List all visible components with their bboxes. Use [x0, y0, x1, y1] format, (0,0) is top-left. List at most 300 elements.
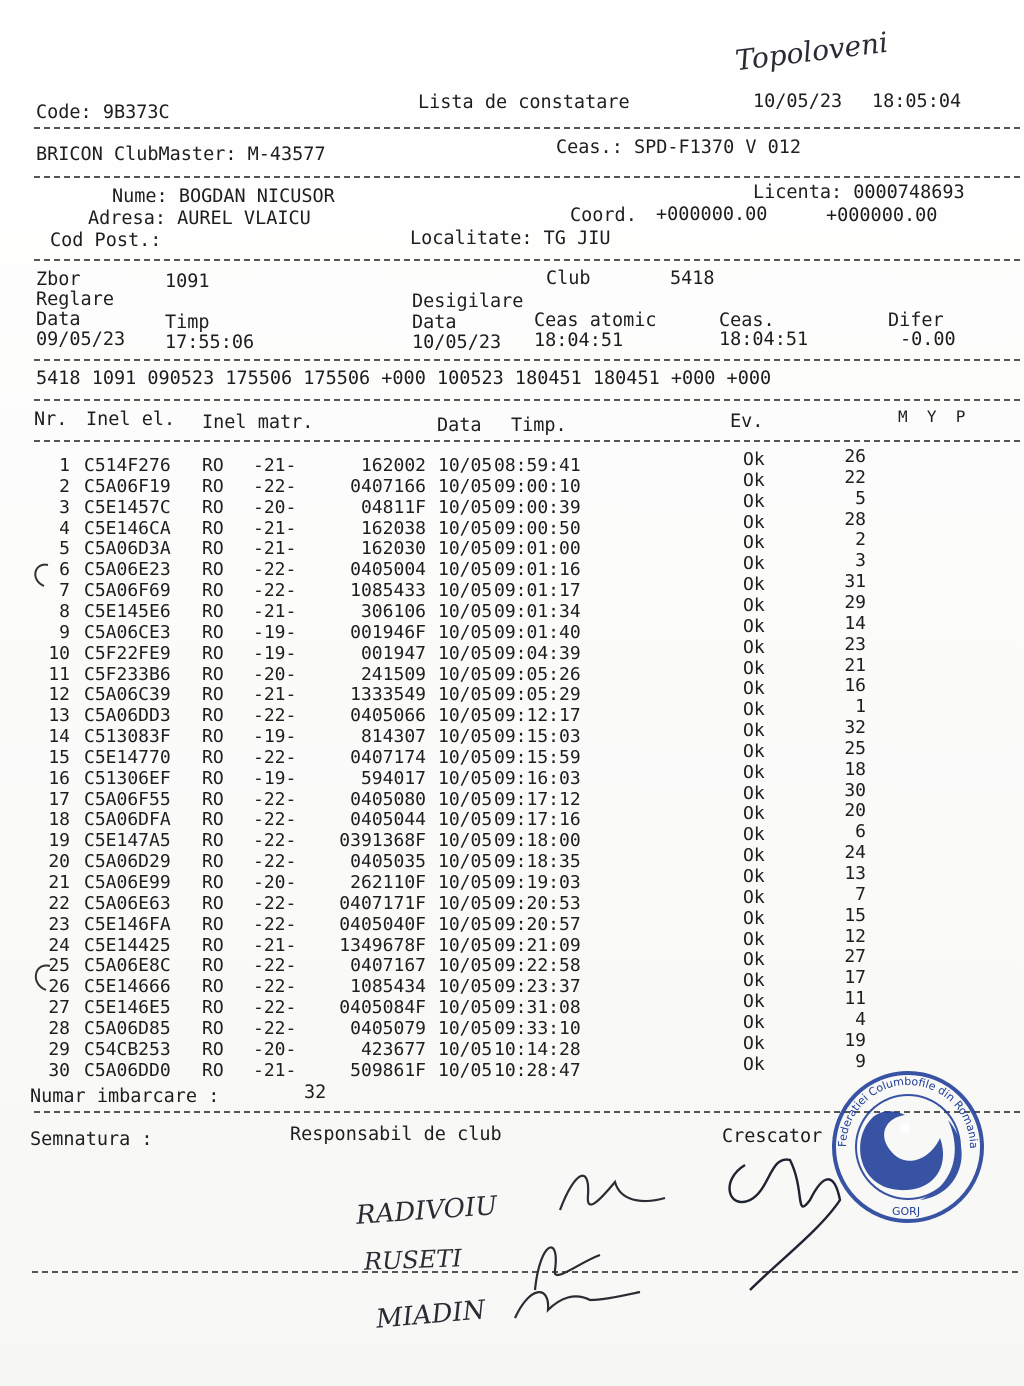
country-code: RO — [202, 830, 224, 852]
arrival-date: 10/05 — [438, 455, 493, 476]
country-code: RO — [202, 809, 224, 831]
electronic-ring: C5A06DD0 — [84, 1059, 171, 1081]
arrival-date: 10/05 — [438, 892, 493, 914]
ring-year: -22- — [253, 851, 297, 873]
row-number: 15 — [48, 746, 70, 768]
event-status: Ok — [743, 469, 765, 491]
ring-number: 162002 — [360, 455, 426, 476]
arrival-date: 10/05 — [438, 809, 493, 831]
electronic-ring: C5A06E8C — [84, 955, 171, 977]
arrival-date: 10/05 — [438, 976, 493, 998]
country-code: RO — [202, 475, 224, 497]
breeder-signature — [730, 1160, 840, 1290]
country-code: RO — [202, 517, 224, 539]
country-code: RO — [202, 955, 224, 977]
arrival-time: 08:59:41 — [494, 455, 581, 476]
ring-year: -21- — [253, 600, 297, 622]
col-inel-matr: Inel matr. — [202, 412, 314, 433]
ring-year: -19- — [253, 621, 297, 643]
ring-year: -21- — [253, 455, 297, 476]
row-number: 3 — [59, 496, 70, 518]
event-status: Ok — [743, 866, 765, 887]
ring-year: -22- — [253, 705, 297, 727]
postal-code-label: Cod Post.: — [50, 230, 162, 251]
position: 14 — [844, 612, 866, 634]
country-code: RO — [202, 872, 224, 893]
arrival-time: 09:18:35 — [494, 851, 581, 873]
row-number: 18 — [48, 809, 70, 831]
ring-number: 423677 — [360, 1038, 426, 1060]
country-code: RO — [202, 663, 224, 685]
electronic-ring: C5E1457C — [84, 496, 171, 518]
position: 4 — [855, 1008, 866, 1030]
event-status: Ok — [743, 824, 765, 846]
event-status: Ok — [743, 782, 765, 804]
arrival-time: 09:20:57 — [494, 913, 581, 935]
position: 22 — [844, 466, 866, 488]
signature-stroke-1 — [560, 1176, 665, 1210]
ring-number: 162030 — [360, 538, 426, 560]
arrival-date: 10/05 — [438, 684, 493, 706]
country-code: RO — [202, 455, 224, 476]
arrival-time: 09:16:03 — [494, 767, 581, 789]
electronic-ring: C5E145E6 — [84, 600, 171, 622]
margin-mark — [36, 966, 50, 990]
arrival-time: 09:12:17 — [494, 705, 581, 727]
arrival-date: 10/05 — [438, 851, 493, 873]
arrival-date: 10/05 — [438, 496, 493, 518]
signature-stroke-2 — [535, 1247, 600, 1290]
signature-label: Semnatura : — [30, 1129, 153, 1150]
arrival-time: 09:00:50 — [494, 517, 581, 539]
row-number: 9 — [59, 621, 70, 643]
event-status: Ok — [743, 740, 765, 762]
electronic-ring: C5F233B6 — [84, 663, 171, 685]
arrival-date: 10/05 — [438, 746, 493, 768]
arrival-date: 10/05 — [438, 1038, 493, 1060]
col-data: Data — [437, 415, 482, 436]
position: 19 — [844, 1029, 866, 1051]
ring-number: 0407171F — [339, 892, 426, 914]
breeder-label: Crescator — [722, 1126, 823, 1147]
ring-number: 0405035 — [350, 851, 426, 873]
row-number: 12 — [48, 684, 70, 706]
country-code: RO — [202, 997, 224, 1019]
ring-year: -22- — [253, 580, 297, 602]
position: 30 — [844, 779, 866, 801]
ring-number: 1085434 — [350, 976, 426, 998]
license-number: Licenta: 0000748693 — [753, 182, 965, 203]
country-code: RO — [202, 580, 224, 602]
country-code: RO — [202, 496, 224, 518]
position: 17 — [844, 967, 866, 989]
position: 16 — [844, 675, 866, 697]
stamp-bottom-text: GORJ — [892, 1205, 921, 1218]
position: 12 — [844, 925, 866, 947]
position: 28 — [844, 508, 866, 530]
difference-label: Difer — [888, 310, 944, 331]
arrival-date: 10/05 — [438, 997, 493, 1019]
arrival-time: 09:22:58 — [494, 955, 581, 977]
event-status: Ok — [743, 1032, 765, 1054]
arrival-date: 10/05 — [438, 726, 493, 748]
arrival-time: 09:20:53 — [494, 892, 581, 914]
row-number: 10 — [48, 642, 70, 664]
event-status: Ok — [743, 991, 765, 1013]
ring-year: -22- — [253, 913, 297, 935]
reglare-date-label: Data — [36, 309, 81, 330]
electronic-ring: C5E14770 — [84, 746, 171, 768]
arrival-date: 10/05 — [438, 475, 493, 497]
arrival-time: 10:28:47 — [494, 1059, 581, 1081]
position: 15 — [844, 904, 866, 926]
position: 18 — [844, 758, 866, 780]
arrival-date: 10/05 — [438, 705, 493, 727]
col-myp: M Y P — [898, 407, 966, 426]
event-status: Ok — [743, 970, 765, 992]
position: 2 — [855, 529, 866, 551]
event-status: Ok — [743, 720, 765, 742]
ring-number: 814307 — [360, 726, 426, 748]
ring-year: -22- — [253, 997, 297, 1019]
arrival-time: 09:18:00 — [494, 830, 581, 852]
country-code: RO — [202, 538, 224, 560]
electronic-ring: C5A06D29 — [84, 851, 171, 873]
position: 9 — [855, 1050, 866, 1072]
arrival-date: 10/05 — [438, 663, 493, 685]
arrival-date: 10/05 — [438, 1059, 493, 1081]
boarding-count: 32 — [304, 1082, 327, 1103]
position: 25 — [844, 737, 866, 759]
row-number: 22 — [48, 892, 70, 914]
ring-number: 0405066 — [350, 705, 426, 727]
electronic-ring: C51306EF — [84, 767, 171, 789]
electronic-ring: C5E146CA — [84, 517, 171, 539]
electronic-ring: C5A06D3A — [84, 538, 171, 560]
row-number: 21 — [48, 872, 70, 893]
ring-number: 0391368F — [339, 830, 426, 852]
arrival-date: 10/05 — [438, 934, 493, 956]
ring-year: -19- — [253, 642, 297, 664]
country-code: RO — [202, 767, 224, 789]
position: 26 — [844, 446, 866, 467]
desigilare-date: 10/05/23 — [412, 332, 502, 353]
row-number: 13 — [48, 705, 70, 727]
country-code: RO — [202, 746, 224, 768]
flight-number: 1091 — [165, 271, 210, 292]
electronic-ring: C513083F — [84, 726, 171, 748]
event-status: Ok — [743, 532, 765, 554]
country-code: RO — [202, 1017, 224, 1039]
electronic-ring: C5A06C39 — [84, 684, 171, 706]
event-status: Ok — [743, 886, 765, 908]
clock-label: Ceas. — [719, 310, 775, 331]
print-date: 10/05/23 — [753, 91, 843, 112]
handwritten-name-2: RUSETI — [363, 1244, 463, 1276]
reglare-time: 17:55:06 — [165, 332, 255, 353]
row-number: 6 — [59, 559, 70, 581]
event-status: Ok — [743, 1053, 765, 1075]
coord-value-1: +000000.00 — [656, 204, 768, 225]
event-status: Ok — [743, 615, 765, 637]
ring-year: -22- — [253, 1017, 297, 1039]
ring-year: -20- — [253, 663, 297, 685]
arrival-time: 10:14:28 — [494, 1038, 581, 1060]
event-status: Ok — [743, 949, 765, 971]
ring-number: 162038 — [360, 517, 426, 539]
arrival-time: 09:17:16 — [494, 809, 581, 831]
ring-year: -19- — [253, 726, 297, 748]
ring-number: 1085433 — [350, 580, 426, 602]
arrival-time: 09:05:29 — [494, 684, 581, 706]
stamp-text: Federatiei Columbofile din Romania — [835, 1074, 981, 1149]
handwritten-location: Topoloveni — [733, 25, 890, 78]
ring-number: 0405080 — [350, 788, 426, 810]
reglare-label: Reglare — [36, 289, 114, 310]
ring-number: 001946F — [350, 621, 426, 643]
ring-year: -22- — [253, 830, 297, 852]
flight-label: Zbor — [36, 269, 81, 290]
position: 11 — [844, 988, 866, 1010]
electronic-ring: C5A06F19 — [84, 475, 171, 497]
country-code: RO — [202, 976, 224, 998]
electronic-ring: C5A06CE3 — [84, 621, 171, 643]
country-code: RO — [202, 642, 224, 664]
electronic-ring: C5A06E99 — [84, 872, 171, 893]
event-status: Ok — [743, 449, 765, 470]
country-code: RO — [202, 1038, 224, 1060]
ring-year: -21- — [253, 517, 297, 539]
event-status: Ok — [743, 657, 765, 679]
ring-number: 0407166 — [350, 475, 426, 497]
electronic-ring: C5E146E5 — [84, 997, 171, 1019]
arrival-time: 09:21:09 — [494, 934, 581, 956]
row-number: 24 — [48, 934, 70, 956]
locality: Localitate: TG JIU — [410, 228, 611, 249]
event-status: Ok — [743, 636, 765, 658]
electronic-ring: C5A06F69 — [84, 580, 171, 602]
row-number: 20 — [48, 851, 70, 873]
row-number: 16 — [48, 767, 70, 789]
electronic-ring: C5E14666 — [84, 976, 171, 998]
ring-year: -20- — [253, 1038, 297, 1060]
owner-address: Adresa: AUREL VLAICU — [88, 208, 311, 229]
country-code: RO — [202, 600, 224, 622]
event-status: Ok — [743, 490, 765, 512]
signature-stroke-3 — [515, 1292, 640, 1318]
club-number: 5418 — [670, 268, 715, 289]
arrival-time: 09:31:08 — [494, 997, 581, 1019]
ring-year: -21- — [253, 1059, 297, 1081]
arrival-date: 10/05 — [438, 767, 493, 789]
ring-number: 1333549 — [350, 684, 426, 706]
position: 23 — [844, 633, 866, 655]
club-responsible-label: Responsabil de club — [290, 1124, 502, 1145]
arrival-time: 09:05:26 — [494, 663, 581, 685]
country-code: RO — [202, 559, 224, 581]
ring-year: -21- — [253, 538, 297, 560]
ring-year: -20- — [253, 872, 297, 893]
ring-year: -20- — [253, 496, 297, 518]
ring-year: -19- — [253, 767, 297, 789]
arrival-time: 09:15:59 — [494, 746, 581, 768]
ring-year: -21- — [253, 934, 297, 956]
ring-number: 0405044 — [350, 809, 426, 831]
event-status: Ok — [743, 574, 765, 596]
document-title: Lista de constatare — [418, 92, 630, 113]
ring-year: -22- — [253, 475, 297, 497]
event-status: Ok — [743, 761, 765, 783]
position: 20 — [844, 800, 866, 822]
ring-number: 0405079 — [350, 1017, 426, 1039]
ring-number: 0407167 — [350, 955, 426, 977]
club-stamp — [834, 1073, 982, 1221]
arrival-time: 09:17:12 — [494, 788, 581, 810]
electronic-ring: C5A06F55 — [84, 788, 171, 810]
arrival-date: 10/05 — [438, 1017, 493, 1039]
arrival-date: 10/05 — [438, 913, 493, 935]
desigilare-date-label: Data — [412, 312, 457, 333]
arrival-date: 10/05 — [438, 580, 493, 602]
arrival-date: 10/05 — [438, 600, 493, 622]
ring-number: 0405084F — [339, 997, 426, 1019]
ring-number: 241509 — [360, 663, 426, 685]
ring-number: 04811F — [360, 496, 426, 518]
arrival-date: 10/05 — [438, 538, 493, 560]
ring-number: 509861F — [350, 1059, 426, 1081]
country-code: RO — [202, 851, 224, 873]
ring-year: -22- — [253, 788, 297, 810]
handwritten-name-3: MIADIN — [374, 1295, 487, 1335]
electronic-ring: C5A06E63 — [84, 892, 171, 914]
ring-year: -22- — [253, 809, 297, 831]
position: 3 — [855, 550, 866, 572]
ring-year: -21- — [253, 684, 297, 706]
position: 31 — [844, 571, 866, 593]
row-number: 11 — [48, 663, 70, 685]
ring-number: 0405004 — [350, 559, 426, 581]
position: 7 — [855, 883, 866, 905]
event-status: Ok — [743, 803, 765, 825]
col-nr: Nr. — [34, 409, 68, 430]
position: 29 — [844, 591, 866, 613]
reglare-time-label: Timp — [165, 312, 210, 333]
position: 5 — [855, 487, 866, 509]
print-time: 18:05:04 — [872, 91, 962, 112]
arrival-date: 10/05 — [438, 830, 493, 852]
position: 32 — [844, 717, 866, 739]
clock-id: Ceas.: SPD-F1370 V 012 — [556, 137, 802, 158]
arrival-time: 09:01:34 — [494, 600, 581, 622]
ring-number: 594017 — [360, 767, 426, 789]
row-number: 30 — [48, 1059, 70, 1081]
position: 6 — [855, 821, 866, 843]
ring-year: -22- — [253, 955, 297, 977]
event-status: Ok — [743, 678, 765, 700]
ring-number: 0407174 — [350, 746, 426, 768]
arrival-time: 09:33:10 — [494, 1017, 581, 1039]
event-status: Ok — [743, 928, 765, 950]
reglare-date: 09/05/23 — [36, 329, 126, 350]
event-status: Ok — [743, 845, 765, 867]
event-status: Ok — [743, 1011, 765, 1033]
electronic-ring: C5E14425 — [84, 934, 171, 956]
arrival-date: 10/05 — [438, 559, 493, 581]
arrival-date: 10/05 — [438, 642, 493, 664]
row-number: 19 — [48, 830, 70, 852]
country-code: RO — [202, 705, 224, 727]
arrival-time: 09:00:39 — [494, 496, 581, 518]
club-label: Club — [546, 268, 591, 289]
row-number: 23 — [48, 913, 70, 935]
country-code: RO — [202, 684, 224, 706]
arrival-time: 09:01:00 — [494, 538, 581, 560]
arrival-time: 09:04:39 — [494, 642, 581, 664]
arrival-time: 09:15:03 — [494, 726, 581, 748]
difference-value: -0.00 — [900, 329, 956, 350]
electronic-ring: C5A06DFA — [84, 809, 171, 831]
event-status: Ok — [743, 907, 765, 929]
country-code: RO — [202, 892, 224, 914]
row-number: 28 — [48, 1017, 70, 1039]
electronic-ring: C5E146FA — [84, 913, 171, 935]
arrival-date: 10/05 — [438, 621, 493, 643]
position: 21 — [844, 654, 866, 676]
row-number: 25 — [48, 955, 70, 977]
col-inel-el: Inel el. — [86, 409, 176, 430]
arrival-date: 10/05 — [438, 517, 493, 539]
ring-number: 306106 — [360, 600, 426, 622]
event-status: Ok — [743, 553, 765, 575]
row-number: 29 — [48, 1038, 70, 1060]
atomic-clock-label: Ceas atomic — [534, 310, 657, 331]
desigilare-label: Desigilare — [412, 291, 524, 312]
event-status: Ok — [743, 511, 765, 533]
arrival-time: 09:00:10 — [494, 475, 581, 497]
row-number: 1 — [59, 455, 70, 476]
country-code: RO — [202, 913, 224, 935]
electronic-ring: C54CB253 — [84, 1038, 171, 1060]
electronic-ring: C5A06D85 — [84, 1017, 171, 1039]
row-number: 2 — [59, 475, 70, 497]
receipt-code: Code: 9B373C — [36, 102, 170, 123]
margin-mark — [35, 565, 48, 586]
atomic-clock-time: 18:04:51 — [534, 330, 624, 351]
ring-year: -22- — [253, 559, 297, 581]
position: 1 — [855, 696, 866, 718]
country-code: RO — [202, 934, 224, 956]
event-status: Ok — [743, 594, 765, 616]
position: 13 — [844, 863, 866, 884]
electronic-ring: C5A06DD3 — [84, 705, 171, 727]
ring-number: 0405040F — [339, 913, 426, 935]
clubmaster-id: BRICON ClubMaster: M-43577 — [36, 144, 326, 165]
col-ev: Ev. — [730, 411, 764, 432]
row-number: 5 — [59, 538, 70, 560]
country-code: RO — [202, 1059, 224, 1081]
arrival-time: 09:01:17 — [494, 580, 581, 602]
country-code: RO — [202, 788, 224, 810]
electronic-ring: C5E147A5 — [84, 830, 171, 852]
ring-number: 262110F — [350, 872, 426, 893]
boarding-count-label: Numar imbarcare : — [30, 1086, 220, 1107]
arrival-date: 10/05 — [438, 872, 493, 893]
clock-time: 18:04:51 — [719, 329, 809, 350]
event-status: Ok — [743, 699, 765, 721]
country-code: RO — [202, 726, 224, 748]
position: 24 — [844, 842, 866, 864]
coord-label: Coord. — [570, 205, 637, 226]
